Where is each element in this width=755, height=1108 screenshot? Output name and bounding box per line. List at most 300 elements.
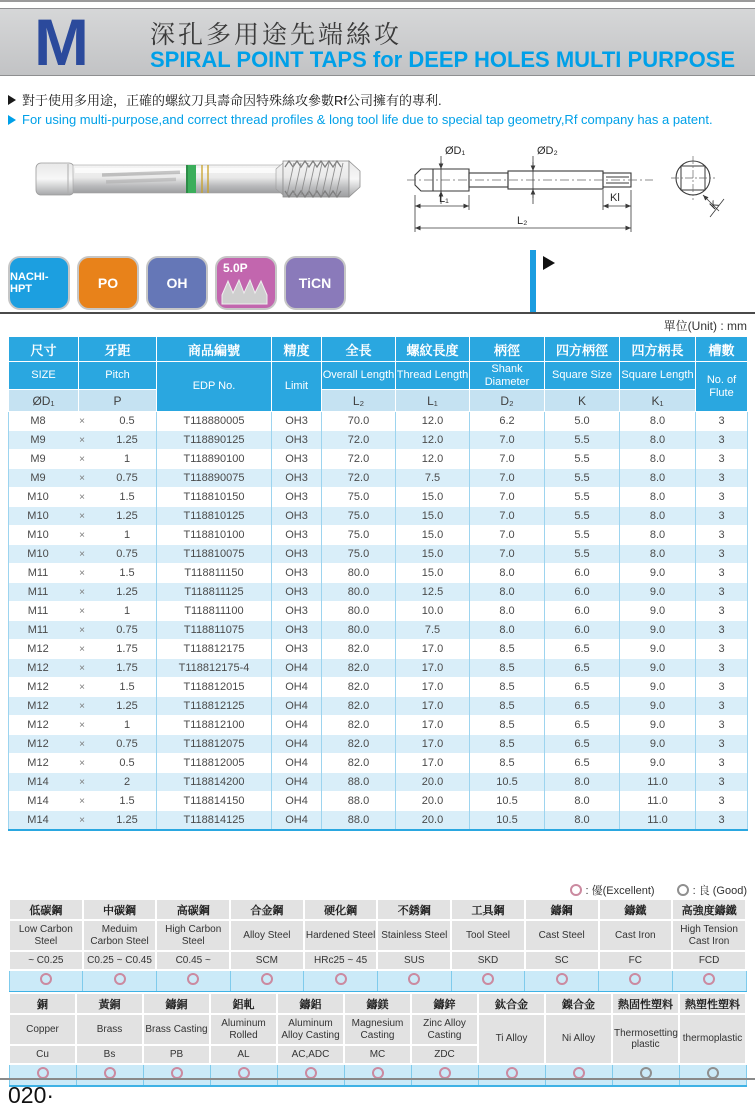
limit-cell: OH4 <box>272 716 322 735</box>
rating-cell <box>156 970 230 992</box>
flute-count-cell: 3 <box>696 754 748 773</box>
size-label: M11 <box>27 567 49 579</box>
rating-cell <box>612 1064 679 1086</box>
edp-cell: T118812005 <box>157 754 272 773</box>
square-size-cell: 6.5 <box>545 716 620 735</box>
col-sqsize-zh: 四方柄徑 <box>545 337 620 362</box>
square-length-cell: 8.0 <box>620 431 696 450</box>
pitch-value: 1 <box>123 719 131 731</box>
pitch-value: 1 <box>123 529 131 541</box>
thread-length-cell: 20.0 <box>396 773 470 792</box>
multiply-sign: × <box>79 567 85 579</box>
square-size-cell: 5.0 <box>545 412 620 431</box>
rating-legend <box>570 882 747 898</box>
material-table-nonferrous <box>8 992 747 1087</box>
shank-diameter-cell: 7.0 <box>470 488 545 507</box>
square-size-cell: 6.0 <box>545 621 620 640</box>
size-label: M9 <box>30 453 46 465</box>
multiply-sign: × <box>79 434 85 446</box>
overall-length-cell: 72.0 <box>322 469 396 488</box>
size-pitch-cell <box>9 621 157 640</box>
good-rating-icon <box>677 884 689 896</box>
multiply-sign: × <box>79 491 85 503</box>
material-name-zh: 鑄鐵 <box>599 899 673 920</box>
shank-diameter-cell: 8.5 <box>470 678 545 697</box>
rating-cell <box>679 1064 746 1086</box>
pitch-value: 1.5 <box>119 795 135 807</box>
limit-cell: OH4 <box>272 792 322 811</box>
overall-length-cell: 88.0 <box>322 811 396 831</box>
badge-nachi-hpt <box>8 256 70 310</box>
table-row <box>9 678 748 697</box>
shank-diameter-cell: 7.0 <box>470 526 545 545</box>
size-pitch-cell <box>9 678 157 697</box>
thread-length-cell: 12.0 <box>396 431 470 450</box>
thread-length-cell: 15.0 <box>396 564 470 583</box>
top-rule <box>0 0 755 2</box>
square-length-cell: 9.0 <box>620 621 696 640</box>
shank-diameter-cell: 10.5 <box>470 811 545 831</box>
limit-cell: OH4 <box>272 659 322 678</box>
size-label: M14 <box>27 776 49 788</box>
overall-length-cell: 82.0 <box>322 659 396 678</box>
rating-cell <box>210 1064 277 1086</box>
multiply-sign: × <box>79 700 85 712</box>
overall-length-cell: 72.0 <box>322 450 396 469</box>
legend-good-label: : 良 (Good) <box>692 885 747 897</box>
thread-length-cell: 17.0 <box>396 735 470 754</box>
material-name-zh: 合金鋼 <box>230 899 304 920</box>
size-pitch-cell <box>9 488 157 507</box>
material-name-en: Hardened Steel <box>304 920 378 951</box>
square-size-cell: 5.5 <box>545 545 620 564</box>
pitch-value: 1 <box>123 605 131 617</box>
table-row <box>9 754 748 773</box>
thread-length-cell: 10.0 <box>396 602 470 621</box>
page-title-zh: 深孔多用途先端絲攻 <box>150 21 403 49</box>
flute-count-cell: 3 <box>696 564 748 583</box>
multiply-sign: × <box>79 795 85 807</box>
overall-length-cell: 80.0 <box>322 564 396 583</box>
footer-rule <box>0 1078 755 1080</box>
page-number: 020· <box>8 1082 55 1108</box>
square-length-cell: 9.0 <box>620 564 696 583</box>
pitch-value: 1 <box>123 453 131 465</box>
edp-cell: T118811125 <box>157 583 272 602</box>
shank-diameter-cell: 8.0 <box>470 564 545 583</box>
multiply-sign: × <box>79 548 85 560</box>
pitch-value: 1.75 <box>116 662 138 674</box>
badge-label: OH <box>166 275 188 291</box>
size-pitch-cell <box>9 564 157 583</box>
material-name-zh: 低碳鋼 <box>9 899 83 920</box>
rating-cell <box>599 970 673 992</box>
rating-cell <box>230 970 304 992</box>
col-limit-zh: 精度 <box>272 337 322 362</box>
square-size-cell: 6.5 <box>545 754 620 773</box>
material-row-en <box>9 920 746 951</box>
square-size-cell: 8.0 <box>545 773 620 792</box>
section-letter: M <box>34 5 89 79</box>
limit-cell: OH3 <box>272 545 322 564</box>
edp-cell: T118890075 <box>157 469 272 488</box>
thread-length-cell: 7.5 <box>396 621 470 640</box>
overall-length-cell: 75.0 <box>322 488 396 507</box>
thread-length-cell: 20.0 <box>396 792 470 811</box>
flute-count-cell: 3 <box>696 412 748 431</box>
flute-count-cell: 3 <box>696 792 748 811</box>
edp-cell: T118810075 <box>157 545 272 564</box>
material-name-zh: 鑄鋁 <box>277 993 344 1014</box>
material-name-zh: 黃銅 <box>76 993 143 1014</box>
table-row <box>9 488 748 507</box>
flute-count-cell: 3 <box>696 431 748 450</box>
label-d1: ØD₁ <box>445 145 466 157</box>
rating-cell <box>143 1064 210 1086</box>
shank-diameter-cell: 8.5 <box>470 697 545 716</box>
size-pitch-cell <box>9 583 157 602</box>
material-name-en: Low Carbon Steel <box>9 920 83 951</box>
table-row <box>9 450 748 469</box>
material-name-en: Alloy Steel <box>230 920 304 951</box>
edp-cell: T118810100 <box>157 526 272 545</box>
col-pitch-en: Pitch <box>79 362 157 390</box>
col-size-sym: ØD₁ <box>9 390 79 412</box>
thread-length-cell: 7.5 <box>396 469 470 488</box>
multiply-sign: × <box>79 472 85 484</box>
size-label: M12 <box>27 719 49 731</box>
limit-cell: OH4 <box>272 735 322 754</box>
edp-cell: T118810150 <box>157 488 272 507</box>
square-length-cell: 11.0 <box>620 792 696 811</box>
feature-bullet-en-text: For using multi-purpose,and correct thread profiles & long tool life due to special tap geometry,Rf company has a patent. <box>22 112 713 127</box>
excellent-rating-icon <box>40 973 52 985</box>
size-label: M12 <box>27 738 49 750</box>
material-name-zh: 鈦合金 <box>478 993 545 1014</box>
square-length-cell: 8.0 <box>620 545 696 564</box>
limit-cell: OH3 <box>272 450 322 469</box>
divider-rule <box>0 312 755 314</box>
rating-cell <box>525 970 599 992</box>
thread-length-cell: 15.0 <box>396 488 470 507</box>
material-name-zh: 高強度鑄鐵 <box>672 899 746 920</box>
overall-length-cell: 82.0 <box>322 678 396 697</box>
edp-cell: T118814150 <box>157 792 272 811</box>
multiply-sign: × <box>79 757 85 769</box>
pitch-value: 1.5 <box>119 567 135 579</box>
pitch-value: 1.5 <box>119 491 135 503</box>
rating-cell <box>304 970 378 992</box>
material-name-en: Brass <box>76 1014 143 1045</box>
multiply-sign: × <box>79 738 85 750</box>
excellent-rating-icon <box>570 884 582 896</box>
pitch-value: 0.5 <box>119 757 135 769</box>
square-length-cell: 9.0 <box>620 602 696 621</box>
material-code: SUS <box>377 951 451 970</box>
size-pitch-cell <box>9 431 157 450</box>
edp-cell: T118811075 <box>157 621 272 640</box>
label-l1: L₁ <box>439 193 449 205</box>
material-name-en: Ti Alloy <box>478 1014 545 1064</box>
shank-diameter-cell: 7.0 <box>470 469 545 488</box>
excellent-rating-icon <box>556 973 568 985</box>
multiply-sign: × <box>79 453 85 465</box>
bullet-triangle-icon <box>8 95 16 105</box>
overall-length-cell: 82.0 <box>322 735 396 754</box>
size-pitch-cell <box>9 640 157 659</box>
size-pitch-cell <box>9 526 157 545</box>
shank-diameter-cell: 7.0 <box>470 431 545 450</box>
table-row <box>9 773 748 792</box>
thread-length-cell: 17.0 <box>396 678 470 697</box>
pitch-value: 0.75 <box>116 472 138 484</box>
flute-count-cell: 3 <box>696 488 748 507</box>
material-name-zh: 鑄鋅 <box>411 993 478 1014</box>
size-pitch-cell <box>9 602 157 621</box>
material-name-en: Cast Iron <box>599 920 673 951</box>
dimension-diagram <box>403 140 743 245</box>
multiply-sign: × <box>79 814 85 826</box>
limit-cell: OH4 <box>272 754 322 773</box>
thread-length-cell: 17.0 <box>396 659 470 678</box>
thread-length-cell: 15.0 <box>396 545 470 564</box>
bullet-triangle-icon <box>8 115 16 125</box>
thread-profile-icon <box>220 275 272 305</box>
spec-badges <box>8 256 346 310</box>
size-pitch-cell <box>9 412 157 431</box>
rating-cell <box>478 1064 545 1086</box>
thread-length-cell: 12.0 <box>396 412 470 431</box>
material-name-en: Cast Steel <box>525 920 599 951</box>
material-name-zh: 鑄鎂 <box>344 993 411 1014</box>
edp-cell: T118811100 <box>157 602 272 621</box>
limit-cell: OH3 <box>272 564 322 583</box>
multiply-sign: × <box>79 586 85 598</box>
square-length-cell: 9.0 <box>620 659 696 678</box>
legend-good <box>677 882 747 898</box>
col-overall-zh: 全長 <box>322 337 396 362</box>
col-pitch-zh: 牙距 <box>79 337 157 362</box>
edp-cell: T118812175-4 <box>157 659 272 678</box>
pitch-value: 1.25 <box>116 434 138 446</box>
square-size-cell: 5.5 <box>545 431 620 450</box>
multiply-sign: × <box>79 643 85 655</box>
material-code: ZDC <box>411 1045 478 1064</box>
col-sqlen-en: Square Length <box>620 362 696 390</box>
size-label: M12 <box>27 700 49 712</box>
multiply-sign: × <box>79 605 85 617</box>
multiply-sign: × <box>79 510 85 522</box>
pitch-value: 1.25 <box>116 814 138 826</box>
size-label: M8 <box>30 415 46 427</box>
size-label: M12 <box>27 662 49 674</box>
size-label: M10 <box>27 491 49 503</box>
edp-cell: T118890125 <box>157 431 272 450</box>
square-size-cell: 6.5 <box>545 659 620 678</box>
material-name-zh: 高碳鋼 <box>156 899 230 920</box>
size-pitch-cell <box>9 450 157 469</box>
size-label: M9 <box>30 472 46 484</box>
col-shank-zh: 柄徑 <box>470 337 545 362</box>
size-pitch-cell <box>9 811 157 831</box>
pitch-value: 2 <box>123 776 131 788</box>
square-size-cell: 5.5 <box>545 526 620 545</box>
rating-cell <box>451 970 525 992</box>
material-name-zh: 中碳鋼 <box>83 899 157 920</box>
square-section-view <box>671 156 724 217</box>
overall-length-cell: 88.0 <box>322 773 396 792</box>
material-table-metals <box>8 898 747 993</box>
edp-cell: T118880005 <box>157 412 272 431</box>
square-length-cell: 9.0 <box>620 697 696 716</box>
size-label: M12 <box>27 757 49 769</box>
square-size-cell: 8.0 <box>545 792 620 811</box>
square-length-cell: 8.0 <box>620 469 696 488</box>
table-row <box>9 602 748 621</box>
flute-count-cell: 3 <box>696 526 748 545</box>
material-code: Cu <box>9 1045 76 1064</box>
col-sqlen-zh: 四方柄長 <box>620 337 696 362</box>
size-pitch-cell <box>9 773 157 792</box>
multiply-sign: × <box>79 624 85 636</box>
flute-count-cell: 3 <box>696 678 748 697</box>
tap-thread-section <box>276 161 360 197</box>
material-code: SC <box>525 951 599 970</box>
col-sqsize-en: Square Size <box>545 362 620 390</box>
size-label: M12 <box>27 643 49 655</box>
square-length-cell: 11.0 <box>620 811 696 831</box>
material-name-zh: 工具鋼 <box>451 899 525 920</box>
flute-count-cell: 3 <box>696 659 748 678</box>
overall-length-cell: 82.0 <box>322 716 396 735</box>
size-pitch-cell <box>9 716 157 735</box>
square-size-cell: 5.5 <box>545 507 620 526</box>
material-code: C0.25 ~ C0.45 <box>83 951 157 970</box>
pitch-value: 1.5 <box>119 681 135 693</box>
flute-count-cell: 3 <box>696 716 748 735</box>
flute-count-cell: 3 <box>696 811 748 831</box>
square-size-cell: 5.5 <box>545 450 620 469</box>
material-name-en: Stainless Steel <box>377 920 451 951</box>
limit-cell: OH4 <box>272 773 322 792</box>
size-pitch-cell <box>9 507 157 526</box>
thread-length-cell: 15.0 <box>396 526 470 545</box>
material-name-en: Brass Casting <box>143 1014 210 1045</box>
badge-5.0p <box>215 256 277 310</box>
limit-cell: OH4 <box>272 811 322 831</box>
size-pitch-cell <box>9 735 157 754</box>
square-length-cell: 8.0 <box>620 526 696 545</box>
square-size-cell: 6.0 <box>545 602 620 621</box>
flute-count-cell: 3 <box>696 507 748 526</box>
material-name-en: Tool Steel <box>451 920 525 951</box>
rating-cell <box>277 1064 344 1086</box>
limit-cell: OH4 <box>272 678 322 697</box>
square-length-cell: 9.0 <box>620 754 696 773</box>
thread-length-cell: 17.0 <box>396 754 470 773</box>
square-size-cell: 8.0 <box>545 811 620 831</box>
thread-length-cell: 20.0 <box>396 811 470 831</box>
size-pitch-cell <box>9 754 157 773</box>
feature-bullet-en <box>8 112 713 127</box>
rating-cell <box>672 970 746 992</box>
size-label: M10 <box>27 548 49 560</box>
badge-po <box>77 256 139 310</box>
size-label: M14 <box>27 814 49 826</box>
table-row <box>9 469 748 488</box>
material-code: HRc25 ~ 45 <box>304 951 378 970</box>
legend-excellent-label: : 優(Excellent) <box>585 885 655 897</box>
pitch-value: 0.75 <box>116 624 138 636</box>
shank-diameter-cell: 8.5 <box>470 735 545 754</box>
square-length-cell: 9.0 <box>620 735 696 754</box>
overall-length-cell: 70.0 <box>322 412 396 431</box>
shank-diameter-cell: 10.5 <box>470 792 545 811</box>
material-code: ~ C0.25 <box>9 951 83 970</box>
rating-cell <box>411 1064 478 1086</box>
overall-length-cell: 80.0 <box>322 602 396 621</box>
feature-bullet-zh <box>8 90 442 109</box>
shank-diameter-cell: 8.5 <box>470 754 545 773</box>
thread-length-cell: 12.5 <box>396 583 470 602</box>
pitch-value: 0.75 <box>116 738 138 750</box>
col-sqsize-sym: K <box>545 390 620 412</box>
spec-table <box>8 336 748 831</box>
shank-diameter-cell: 8.5 <box>470 659 545 678</box>
col-pitch-sym: P <box>79 390 157 412</box>
overall-length-cell: 75.0 <box>322 507 396 526</box>
table-row <box>9 564 748 583</box>
multiply-sign: × <box>79 415 85 427</box>
edp-cell: T118812015 <box>157 678 272 697</box>
excellent-rating-icon <box>114 973 126 985</box>
shank-diameter-cell: 7.0 <box>470 545 545 564</box>
limit-cell: OH3 <box>272 640 322 659</box>
unit-label: 單位(Unit) : mm <box>663 319 747 333</box>
overall-length-cell: 75.0 <box>322 526 396 545</box>
flute-count-cell: 3 <box>696 735 748 754</box>
spec-table-body <box>9 412 748 831</box>
material-name-en: High Carbon Steel <box>156 920 230 951</box>
material-code: FC <box>599 951 673 970</box>
limit-cell: OH3 <box>272 412 322 431</box>
square-length-cell: 8.0 <box>620 412 696 431</box>
square-size-cell: 6.5 <box>545 640 620 659</box>
limit-cell: OH3 <box>272 621 322 640</box>
header-row-en <box>9 362 748 390</box>
material-row-rating <box>9 970 746 992</box>
flute-count-cell: 3 <box>696 602 748 621</box>
square-size-cell: 6.0 <box>545 583 620 602</box>
thread-length-cell: 17.0 <box>396 697 470 716</box>
thread-length-cell: 17.0 <box>396 716 470 735</box>
badge-label: 5.0P <box>223 261 248 275</box>
col-sqlen-sym: K₁ <box>620 390 696 412</box>
limit-cell: OH3 <box>272 488 322 507</box>
pitch-value: 0.75 <box>116 548 138 560</box>
table-row <box>9 792 748 811</box>
size-label: M9 <box>30 434 46 446</box>
excellent-rating-icon <box>187 973 199 985</box>
page-title-en: SPIRAL POINT TAPS for DEEP HOLES MULTI PURPOSE <box>150 47 736 72</box>
size-pitch-cell <box>9 792 157 811</box>
header-row-symbols <box>9 390 748 412</box>
shank-diameter-cell: 10.5 <box>470 773 545 792</box>
table-row <box>9 640 748 659</box>
edp-cell: T118814200 <box>157 773 272 792</box>
limit-cell: OH3 <box>272 431 322 450</box>
edp-cell: T118812175 <box>157 640 272 659</box>
